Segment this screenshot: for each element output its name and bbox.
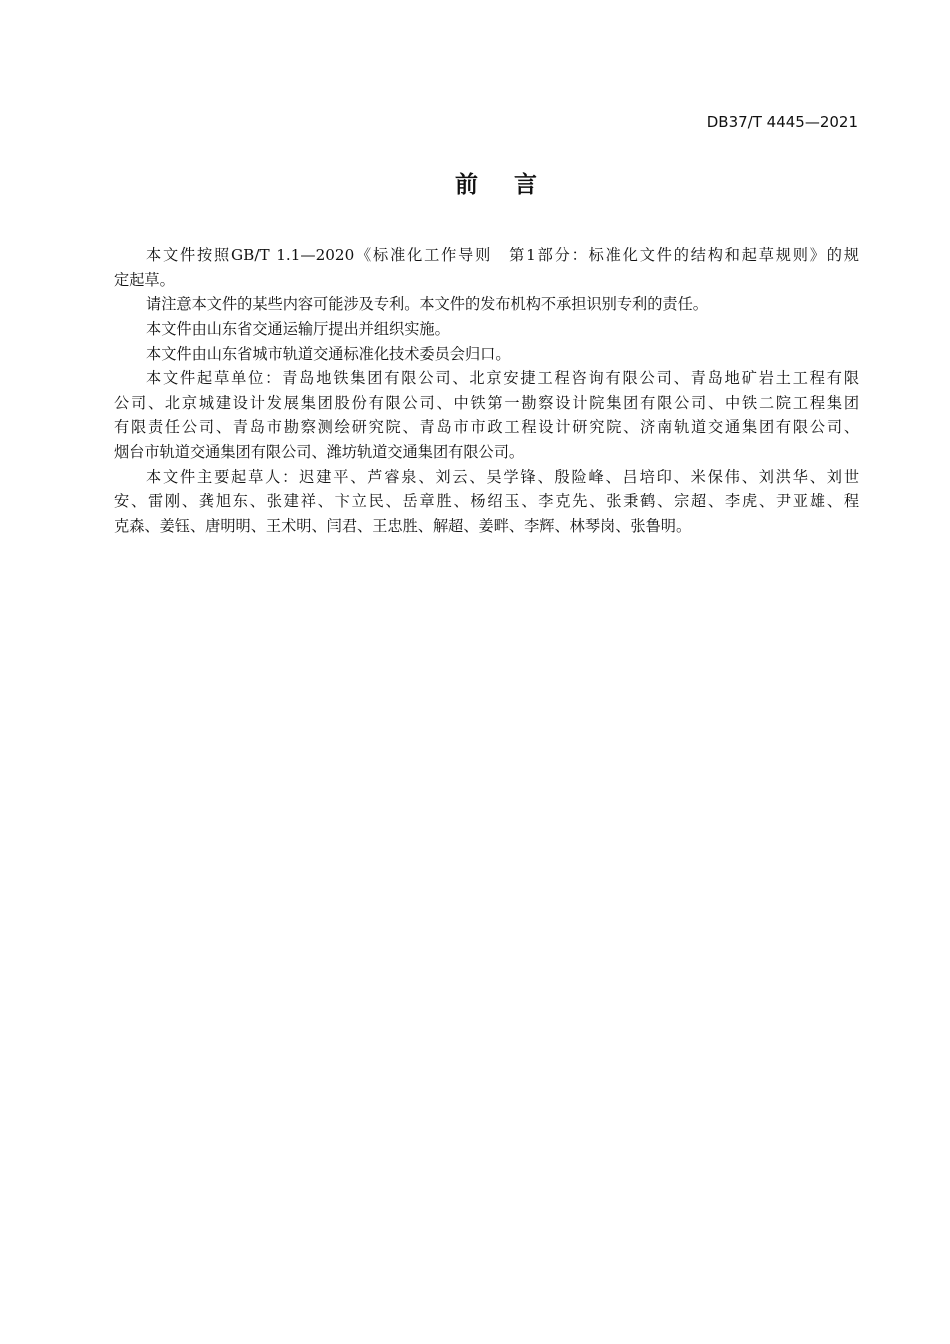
text-line: 本文件由山东省城市轨道交通标准化技术委员会归口。 [146,344,511,363]
text-line: 本文件主要起草人：迟建平、芦睿泉、刘云、吴学锋、殷险峰、吕培印、米保伟、刘洪华、刘世 [146,467,859,486]
text-line: 本文件起草单位：青岛地铁集团有限公司、北京安捷工程咨询有限公司、青岛地矿岩土工程有限 [146,369,859,388]
text-line: 定起草。 [114,270,175,289]
document-number: DB37/T 4445—2021 [706,113,858,131]
text-line: 有限责任公司、青岛市勘察测绘研究院、青岛市市政工程设计研究院、济南轨道交通集团有限公司、 [114,418,859,437]
text-line: 烟台市轨道交通集团有限公司、潍坊轨道交通集团有限公司。 [114,443,525,462]
page-title: 前 言 [454,172,551,198]
text-line: 安、雷刚、龚旭东、张建祥、卞立民、岳章胜、杨绍玉、李克先、张秉鹤、宗超、李虎、尹亚雄、程 [114,492,859,511]
text-line: 本文件按照GB/T 1.1—2020《标准化工作导则 第1部分：标准化文件的结构和起草规则》的规 [146,246,859,264]
paragraph [114,243,859,292]
text-line: 克森、姜钰、唐明明、王术明、闫君、王忠胜、解超、姜畔、李辉、林琴岗、张鲁明。 [114,517,692,536]
paragraph [114,292,859,317]
text-line: 请注意本文件的某些内容可能涉及专利。本文件的发布机构不承担识别专利的责任。 [146,295,708,314]
paragraph [114,366,859,465]
paragraph [114,465,859,539]
paragraph [114,342,859,367]
text-line: 本文件由山东省交通运输厅提出并组织实施。 [146,319,450,338]
paragraph [114,317,859,342]
foreword-body [114,243,859,539]
text-line: 公司、北京城建设计发展集团股份有限公司、中铁第一勘察设计院集团有限公司、中铁二院工程集团 [114,393,859,412]
